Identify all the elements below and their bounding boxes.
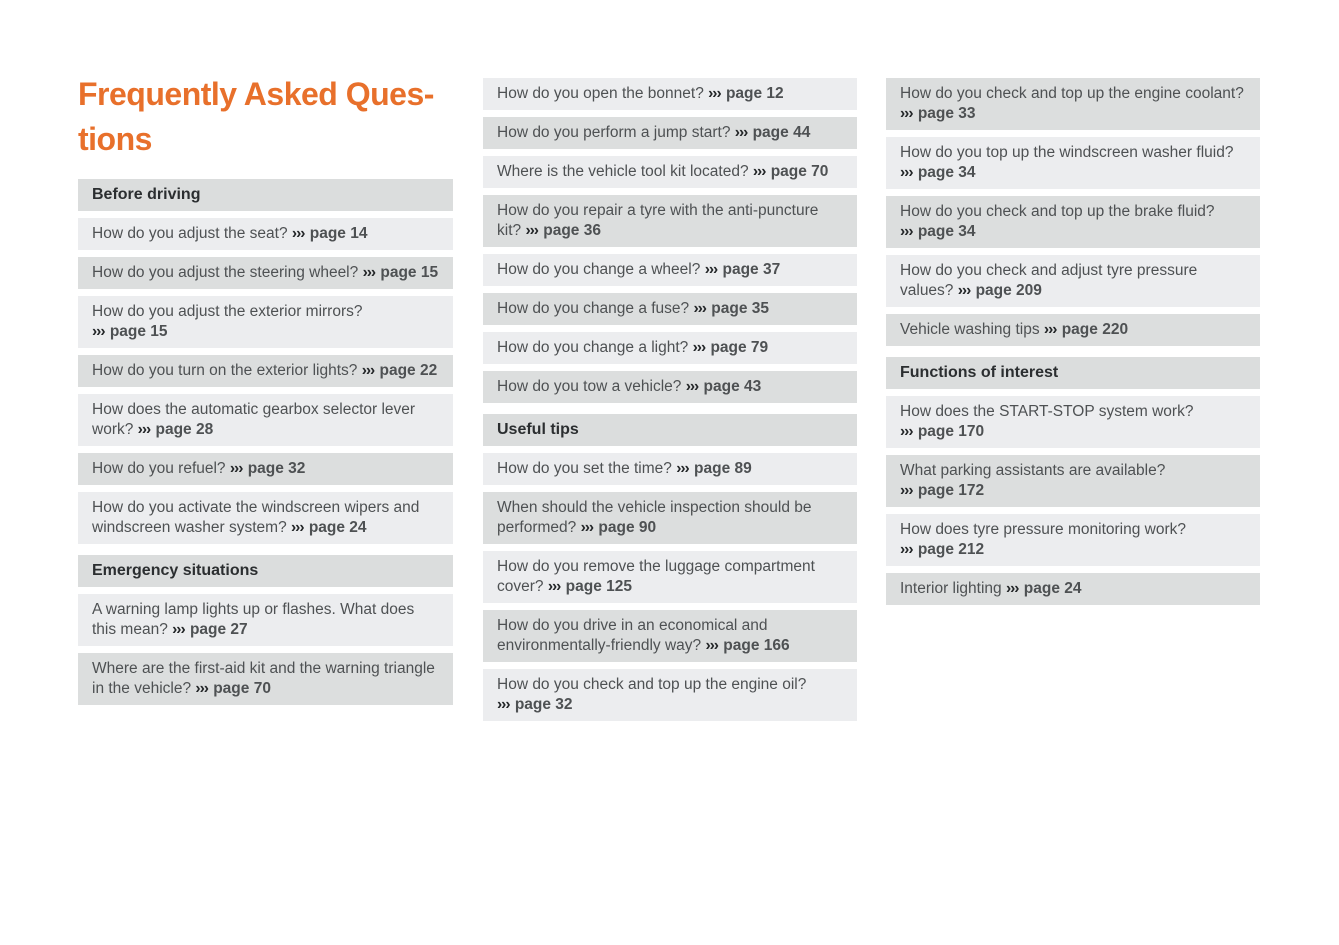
faq-question-text: How do you check and top up the brake fluid?: [900, 203, 1215, 220]
xref-chevrons-icon: ›››: [362, 264, 376, 281]
faq-question-text: A warning lamp lights up or flashes. What does this mean?: [92, 601, 415, 638]
page-reference-link[interactable]: [693, 339, 769, 356]
faq-item: [78, 492, 453, 544]
xref-chevrons-icon: ›››: [900, 223, 913, 240]
xref-page-label: page 43: [703, 378, 762, 395]
section-functions-of-interest: [886, 357, 1260, 605]
faq-item: [78, 594, 453, 646]
faq-column-right: [886, 0, 1260, 612]
faq-item: [78, 355, 453, 387]
xref-chevrons-icon: ›››: [752, 163, 766, 180]
page-reference-link[interactable]: [705, 637, 789, 654]
faq-question-text: How do you change a wheel?: [497, 261, 701, 278]
faq-list: [886, 396, 1260, 605]
xref-page-label: page 37: [722, 261, 781, 278]
faq-item: [886, 255, 1260, 307]
faq-list: [78, 594, 453, 705]
xref-chevrons-icon: ›››: [685, 378, 699, 395]
page-reference-link[interactable]: [581, 519, 657, 536]
faq-list: [886, 78, 1260, 346]
xref-chevrons-icon: ›››: [957, 282, 971, 299]
page-reference-link[interactable]: [900, 223, 976, 240]
section-maintenance: [886, 78, 1260, 346]
page-reference-link[interactable]: [900, 105, 976, 122]
faq-item: [483, 492, 857, 544]
page-reference-link[interactable]: [362, 362, 438, 379]
xref-chevrons-icon: ›››: [900, 423, 913, 440]
faq-question-text: How do you open the bonnet?: [497, 85, 704, 102]
faq-question-text: How do you adjust the steering wheel?: [92, 264, 359, 281]
xref-page-label: page 220: [1061, 321, 1129, 338]
xref-page-label: page 90: [598, 519, 657, 536]
page-reference-link[interactable]: [548, 578, 632, 595]
xref-chevrons-icon: ›››: [900, 482, 913, 499]
faq-item: [886, 514, 1260, 566]
xref-page-label: page 166: [723, 637, 790, 654]
xref-page-label: page 34: [917, 223, 976, 240]
xref-page-label: page 33: [917, 105, 976, 122]
xref-page-label: page 212: [917, 541, 985, 558]
xref-page-label: page 125: [565, 578, 633, 595]
faq-list: [78, 218, 453, 544]
faq-question-text: What parking assistants are available?: [900, 462, 1166, 479]
faq-question-text: How do you drive in an economical and environmentally-friendly way?: [497, 617, 768, 654]
faq-question-text: How do you adjust the exterior mirrors?: [92, 303, 363, 320]
faq-item: [78, 653, 453, 705]
faq-question-text: How do you top up the windscreen washer fluid?: [900, 144, 1234, 161]
xref-chevrons-icon: ›››: [547, 578, 561, 595]
faq-question-text: How do you check and top up the engine coolant?: [900, 85, 1244, 102]
faq-item: [483, 117, 857, 149]
xref-chevrons-icon: ›››: [291, 519, 304, 536]
section-header-functions-of-interest: Functions of interest: [886, 357, 1260, 389]
page-reference-link[interactable]: [525, 222, 601, 239]
faq-question-text: When should the vehicle inspection should be performed?: [497, 499, 812, 536]
xref-page-label: page 14: [309, 225, 368, 242]
faq-item: [483, 551, 857, 603]
xref-chevrons-icon: ›››: [734, 124, 748, 141]
section-header-emergency-situations: Emergency situations: [78, 555, 453, 587]
faq-question-text: How does the START-STOP system work?: [900, 403, 1194, 420]
xref-chevrons-icon: ›››: [900, 105, 913, 122]
xref-chevrons-icon: ›››: [92, 323, 105, 340]
faq-item: [483, 254, 857, 286]
xref-chevrons-icon: ›››: [172, 621, 185, 638]
xref-chevrons-icon: ›››: [693, 300, 706, 317]
faq-question-text: How do you refuel?: [92, 460, 226, 477]
xref-chevrons-icon: ›››: [692, 339, 706, 356]
faq-item: [483, 195, 857, 247]
page-title-line-2: tions: [78, 121, 152, 157]
xref-chevrons-icon: ›››: [195, 680, 208, 697]
faq-item: [886, 455, 1260, 507]
faq-item: [886, 137, 1260, 189]
faq-question-text: How do you perform a jump start?: [497, 124, 731, 141]
xref-page-label: page 28: [155, 421, 214, 438]
faq-item: [483, 371, 857, 403]
page-reference-link[interactable]: [230, 460, 306, 477]
page-reference-link[interactable]: [292, 225, 368, 242]
page-reference-link[interactable]: [1006, 580, 1082, 597]
faq-question-text: How do you adjust the seat?: [92, 225, 288, 242]
xref-page-label: page 34: [917, 164, 976, 181]
faq-question-text: Where is the vehicle tool kit located?: [497, 163, 749, 180]
section-header-useful-tips: Useful tips: [483, 414, 857, 446]
faq-question-text: How do you change a light?: [497, 339, 689, 356]
faq-item: [483, 332, 857, 364]
page-reference-link[interactable]: [138, 421, 214, 438]
xref-chevrons-icon: ›››: [497, 696, 510, 713]
faq-question-text: How do you repair a tyre with the anti-puncture kit?: [497, 202, 819, 239]
xref-page-label: page 35: [711, 300, 770, 317]
xref-page-label: page 32: [247, 460, 306, 477]
page-reference-link[interactable]: [1044, 321, 1128, 338]
faq-column-left: [78, 0, 453, 712]
xref-page-label: page 27: [189, 621, 248, 638]
faq-question-text: How do you check and top up the engine oil?: [497, 676, 807, 693]
xref-page-label: page 36: [543, 222, 601, 239]
xref-page-label: page 15: [109, 323, 168, 340]
faq-question-text: Interior lighting: [900, 580, 1002, 597]
faq-item: [483, 669, 857, 721]
page-reference-link[interactable]: [705, 261, 781, 278]
xref-page-label: page 70: [770, 163, 829, 180]
faq-item: [886, 573, 1260, 605]
faq-question-text: How do you activate the windscreen wipers and windscreen washer system?: [92, 499, 420, 536]
page-reference-link[interactable]: [497, 696, 573, 713]
page-title: [78, 72, 453, 162]
xref-chevrons-icon: ›››: [361, 362, 375, 379]
xref-chevrons-icon: ›››: [900, 541, 913, 558]
faq-item: [483, 610, 857, 662]
page-reference-link[interactable]: [958, 282, 1042, 299]
page-reference-link[interactable]: [735, 124, 811, 141]
faq-item: [886, 314, 1260, 346]
faq-item: [483, 453, 857, 485]
page-reference-link[interactable]: [676, 460, 752, 477]
page-reference-link[interactable]: [172, 621, 248, 638]
page-reference-link[interactable]: [693, 300, 769, 317]
xref-page-label: page 24: [308, 519, 367, 536]
page-reference-link[interactable]: [708, 85, 784, 102]
faq-item: [483, 156, 857, 188]
faq-item: [78, 218, 453, 250]
xref-chevrons-icon: ›››: [137, 421, 151, 438]
xref-chevrons-icon: ›››: [676, 460, 689, 477]
faq-question-text: How do you check and adjust tyre pressure values?: [900, 262, 1198, 299]
page-reference-link[interactable]: [900, 423, 984, 440]
faq-question-text: How do you change a fuse?: [497, 300, 690, 317]
faq-column-middle: [483, 0, 857, 728]
xref-chevrons-icon: ›››: [525, 222, 538, 239]
faq-item: [78, 394, 453, 446]
faq-question-text: How do you tow a vehicle?: [497, 378, 682, 395]
faq-question-text: How do you turn on the exterior lights?: [92, 362, 358, 379]
xref-page-label: page 12: [725, 85, 784, 102]
faq-item: [886, 396, 1260, 448]
faq-item: [886, 196, 1260, 248]
faq-list: [483, 78, 857, 403]
xref-page-label: page 44: [752, 124, 811, 141]
section-emergency-continued: [483, 78, 857, 403]
xref-page-label: page 70: [213, 680, 271, 697]
faq-item: [483, 78, 857, 110]
xref-page-label: page 15: [380, 264, 439, 281]
xref-chevrons-icon: ›››: [580, 519, 594, 536]
xref-page-label: page 22: [379, 362, 438, 379]
faq-item: [78, 453, 453, 485]
xref-chevrons-icon: ›››: [708, 85, 721, 102]
section-emergency-situations: [78, 555, 453, 705]
faq-question-text: How do you set the time?: [497, 460, 672, 477]
page-reference-link[interactable]: [92, 323, 168, 340]
xref-page-label: page 209: [975, 282, 1042, 299]
xref-page-label: page 79: [710, 339, 769, 356]
xref-chevrons-icon: ›››: [705, 637, 718, 654]
section-useful-tips: [483, 414, 857, 721]
faq-question-text: How does the automatic gearbox selector lever work?: [92, 401, 416, 438]
xref-chevrons-icon: ›››: [704, 261, 718, 278]
faq-question-text: How do you remove the luggage compartment cover?: [497, 558, 815, 595]
page-reference-link[interactable]: [900, 164, 976, 181]
xref-page-label: page 24: [1023, 580, 1082, 597]
faq-item: [78, 296, 453, 348]
page-reference-link[interactable]: [686, 378, 762, 395]
xref-chevrons-icon: ›››: [291, 225, 305, 242]
xref-chevrons-icon: ›››: [1005, 580, 1019, 597]
page-reference-link[interactable]: [900, 541, 984, 558]
xref-chevrons-icon: ›››: [1043, 321, 1057, 338]
faq-question-text: How does tyre pressure monitoring work?: [900, 521, 1187, 538]
page-reference-link[interactable]: [363, 264, 439, 281]
xref-chevrons-icon: ›››: [900, 164, 913, 181]
faq-question-text: Vehicle washing tips: [900, 321, 1040, 338]
xref-chevrons-icon: ›››: [229, 460, 243, 477]
faq-item: [483, 293, 857, 325]
faq-question-text: Where are the first-aid kit and the warning triangle in the vehicle?: [92, 660, 435, 697]
page-reference-link[interactable]: [195, 680, 271, 697]
faq-item: [78, 257, 453, 289]
page-reference-link[interactable]: [291, 519, 367, 536]
xref-page-label: page 32: [514, 696, 573, 713]
xref-page-label: page 89: [694, 460, 752, 477]
page-reference-link[interactable]: [900, 482, 984, 499]
page-title-line-1: Frequently Asked Ques-: [78, 76, 434, 112]
section-header-before-driving: Before driving: [78, 179, 453, 211]
section-before-driving: [78, 179, 453, 544]
xref-page-label: page 172: [917, 482, 985, 499]
faq-list: [483, 453, 857, 721]
page-reference-link[interactable]: [753, 163, 829, 180]
faq-item: [886, 78, 1260, 130]
xref-page-label: page 170: [917, 423, 985, 440]
